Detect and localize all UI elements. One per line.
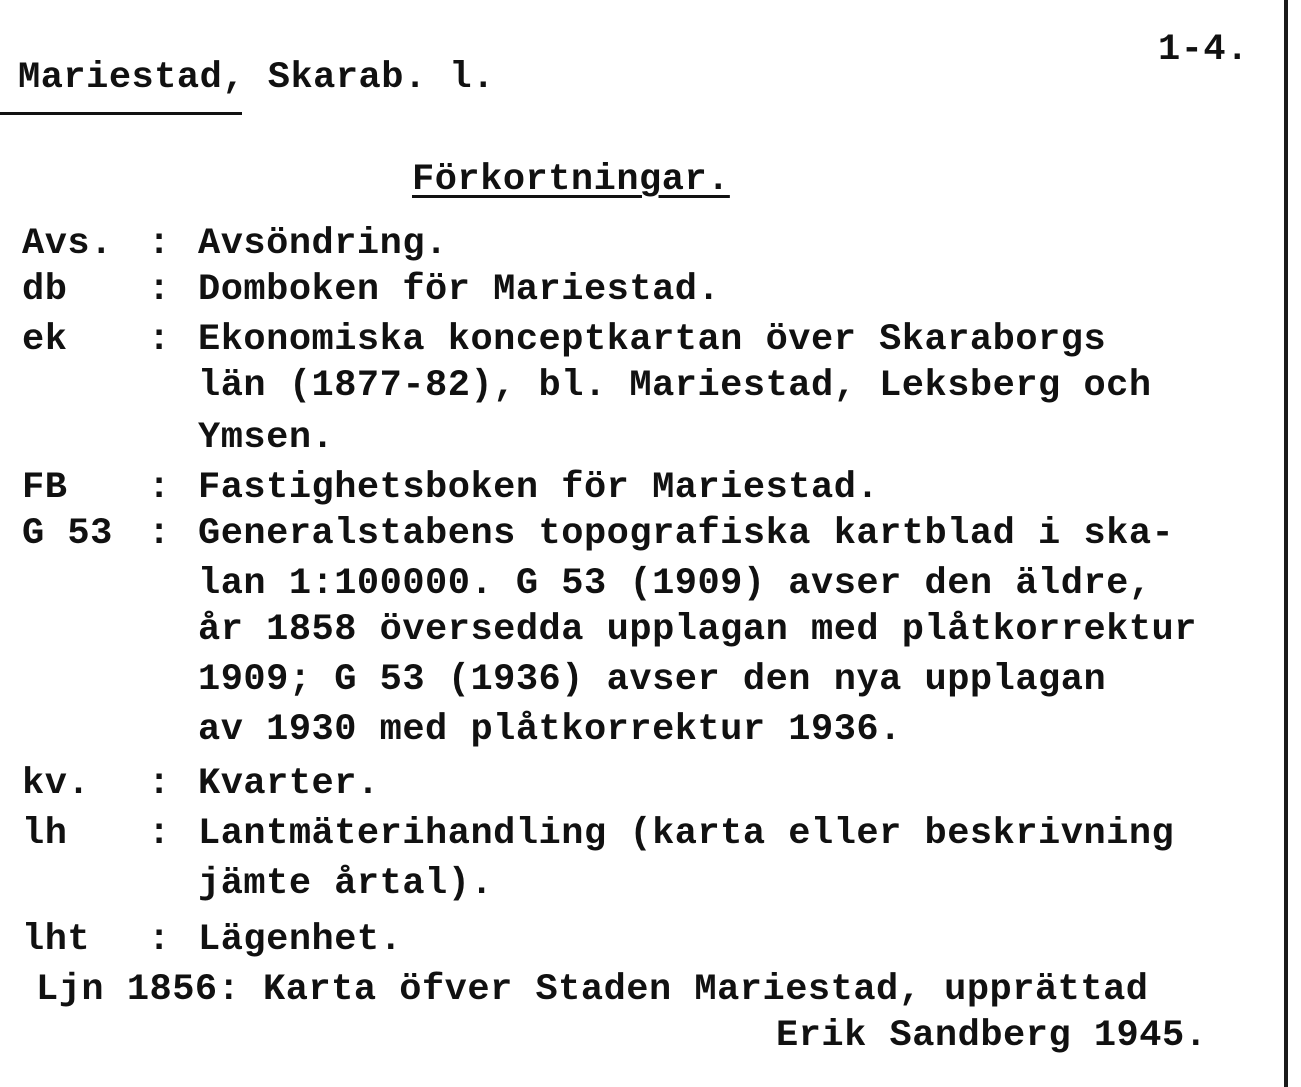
def-line: Fastighetsboken för Mariestad. (198, 467, 880, 509)
card-edge (1284, 0, 1288, 1087)
abbr-g53: G 53 (22, 513, 113, 555)
header-underline (0, 112, 242, 115)
abbr-ek: ek (22, 319, 68, 361)
def-line: Ekonomiska konceptkartan över Skaraborgs (198, 319, 1107, 361)
def-line: Lägenhet. (198, 919, 403, 961)
colon: : (148, 269, 171, 311)
abbr-fb: FB (22, 467, 68, 509)
ljn-entry: Ljn 1856: Karta öfver Staden Mariestad, upprättad (36, 969, 1149, 1011)
def-line: 1909; G 53 (1936) avser den nya upplagan (198, 659, 1107, 701)
card-header: Mariestad, Skarab. l. (18, 57, 495, 99)
def-line: lan 1:100000. G 53 (1909) avser den äldre, (198, 563, 1152, 605)
page-title: Förkortningar. (412, 159, 730, 201)
def-line: Kvarter. (198, 763, 380, 805)
abbr-lht: lht (22, 919, 91, 961)
colon: : (148, 513, 171, 555)
def-line: Avsöndring. (198, 223, 448, 265)
def-line: Generalstabens topografiska kartblad i ska- (198, 513, 1175, 555)
colon: : (148, 467, 171, 509)
colon: : (148, 223, 171, 265)
card-number: 1-4. (1158, 29, 1249, 71)
colon: : (148, 813, 171, 855)
def-line: län (1877-82), bl. Mariestad, Leksberg och (198, 365, 1152, 407)
def-line: Ymsen. (198, 417, 335, 459)
def-line: Domboken för Mariestad. (198, 269, 721, 311)
signature: Erik Sandberg 1945. (776, 1015, 1208, 1057)
colon: : (148, 319, 171, 361)
def-line: jämte årtal). (198, 863, 494, 905)
def-line: av 1930 med plåtkorrektur 1936. (198, 709, 902, 751)
abbr-avs: Avs. (22, 223, 113, 265)
def-line: år 1858 översedda upplagan med plåtkorrektur (198, 609, 1197, 651)
colon: : (148, 919, 171, 961)
abbr-kv: kv. (22, 763, 91, 805)
def-line: Lantmäterihandling (karta eller beskrivning (198, 813, 1175, 855)
abbr-lh: lh (22, 813, 68, 855)
colon: : (148, 763, 171, 805)
abbr-db: db (22, 269, 68, 311)
